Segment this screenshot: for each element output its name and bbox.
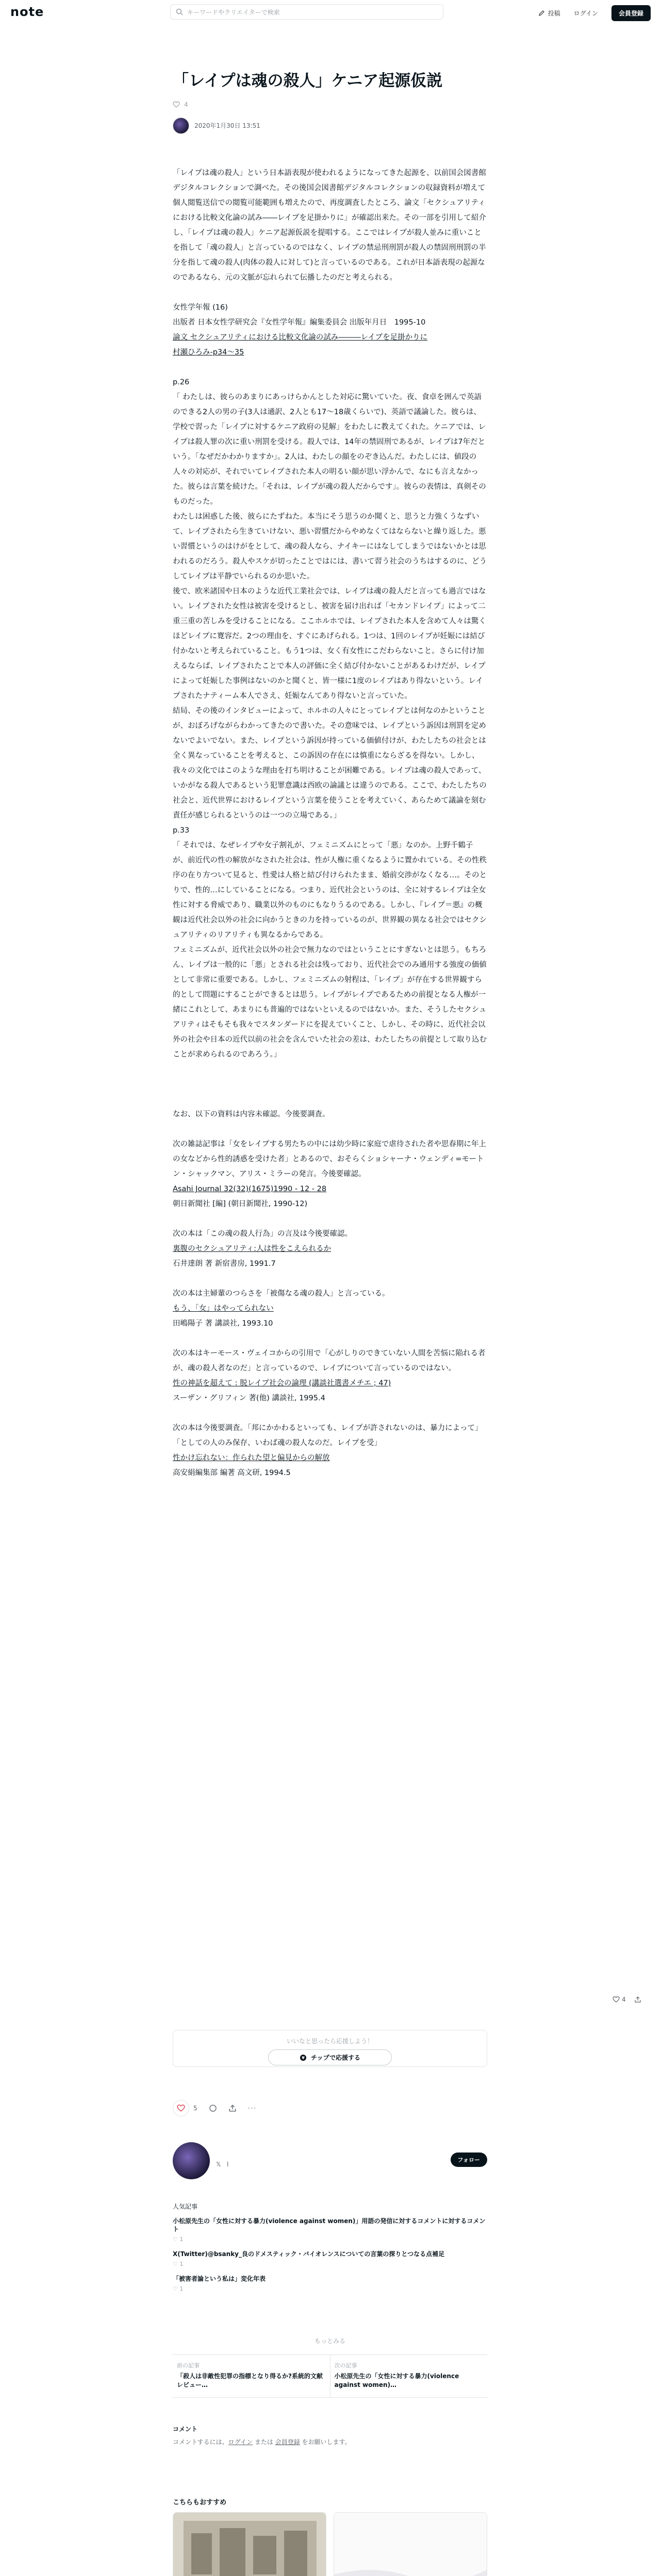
card-thumbnail — [334, 2512, 487, 2576]
ref4-sub: スーザン・グリフィン 著(他) 講談社, 1995.4 — [173, 1394, 325, 1402]
quote1-para-4: 結局、その後のインタビューによって、ホルホの人々にとってレイプとは何なのかということが、おぼろげながらわかってきたので書いた。その意味では、レイプという訴因は刑罰を定めないでよいでない。また、レイプという訴因が持っている価値付けが、わたしたちの社会とは全く異なっていることを考えると、この訴因の存在には慎重にならざるを得ない。しかし、我々の文化ではこのような理由を打ち明けることが困難である。レイプは魂の殺人であって、いかがなる殺人であるという犯罪意識は西欧の論議とは違うのである。ここで、わたしたちの社会と、近代世界におけるレイプという言葉を使うことを考えていく、あらためて議論を刻む責任が感じられるというのは一つの立場である。」 — [173, 707, 487, 820]
note-book1: 次の本は「この魂の殺人行為」の言及は今後要確認。 — [173, 1230, 352, 1238]
recommend-card[interactable] — [173, 2512, 326, 2576]
quote2-page: p.33 — [173, 826, 190, 835]
heart-icon — [613, 1996, 620, 2003]
tip-button[interactable] — [268, 2049, 392, 2065]
popular-articles — [173, 2202, 487, 2293]
ref4-link[interactable]: 性の神話を超えて : 脱レイプ社会の論理 (講談社選書メチエ ; 47) — [173, 1379, 391, 1387]
post-button[interactable] — [538, 9, 560, 18]
title-like-row — [173, 101, 487, 108]
share-icon[interactable] — [228, 2104, 237, 2112]
search-icon — [176, 8, 183, 15]
prev-label: 前の記事 — [177, 2362, 200, 2369]
creator-avatar[interactable] — [173, 2142, 210, 2179]
like-circle — [173, 2100, 189, 2116]
pen-icon — [538, 10, 545, 16]
note-book4: 次の本は今後要調査。「邦にかかわるといっても、レイプが許されないのは、暴力によって」「としての人のみ保存、いわば魂の殺人なのだ。レイプを受」 — [173, 1424, 483, 1447]
like-count: 5 — [193, 2105, 197, 2112]
ref3-sub: 田嶋陽子 著 講談社, 1993.10 — [173, 1319, 273, 1328]
comment-prompt: コメントするには、ログイン または 会員登録 をお願いします。 — [173, 2438, 351, 2446]
popular-item-likes: ♡ 1 — [173, 2285, 184, 2292]
like-button[interactable] — [173, 2100, 197, 2116]
search-placeholder: キーワードやクリエイターで検索 — [187, 8, 280, 16]
prev-article-link[interactable] — [173, 2355, 330, 2397]
side-actions — [613, 1996, 641, 2003]
ref5-sub: 高安絹編集部 編著 高文研, 1994.5 — [173, 1469, 291, 1477]
tip-label: チップで応援する — [310, 2054, 360, 2061]
search-input[interactable] — [170, 4, 443, 20]
prev-title: 「殺人は非敵性犯罪の指標となり得るか?系統的文献レビュー… — [177, 2372, 323, 2388]
source-line-2: 出版者 日本女性学研究会『女性学年報』編集委員会 出版年月日 1995-10 — [173, 318, 426, 327]
prev-next-nav — [173, 2354, 487, 2398]
svg-text:¥: ¥ — [302, 2055, 305, 2060]
follow-button[interactable]: フォロー — [451, 2153, 487, 2167]
next-title: 小松原先生の「女性に対する暴力(violence against women)… — [334, 2372, 459, 2388]
ref2-sub: 石井達朗 著 新宿書房, 1991.7 — [173, 1260, 276, 1268]
header-actions — [538, 5, 651, 21]
post-label: 投稿 — [548, 10, 560, 17]
comment-icon[interactable] — [209, 2104, 217, 2112]
quote1-page: p.26 — [173, 378, 190, 386]
note-magazine: 次の雑誌記事は「女をレイプする男たちの中には幼少時に家庭で虐待された者や思春期に年上の女などから性的誘惑を受けた者」とあるので、おそらくショシャーナ・ウェンディ=モートン・シャックマン、アリス・ミラーの発言。今後要確認。 — [173, 1140, 486, 1178]
quote2-para-2: フェミニズムが、近代社会以外の社会で無力なのではということにすぎないとは思う。もちろん、レイプは一般的に「悪」とされる社会は残っており、近代社会でのみ通用する強度の価値として非常に重要である。しかし、フェミニズムの射程は、「レイプ」が存在する世界観すら的として問題にすることができるとは思う。レイプがレイプであるための前提となる人権が一緒にこれとして、あまりにも普遍的ではないといえるのではないか。また、そうしたセクシュアリティはそもそも我々でスタンダードにを捉えていくこと、しかし、その時に、近代社会以外の社会や日本の近代以前の社会を含んでいた社会の差は、わたしたちの前提として取り込むことが求められるのであろう。」 — [173, 946, 487, 1059]
side-like[interactable] — [613, 1996, 626, 2003]
creator-card — [173, 2142, 487, 2179]
comment-signup-link[interactable]: 会員登録 — [275, 2438, 300, 2446]
source-line-1: 女性学年報 (16) — [173, 303, 228, 312]
card-thumbnail — [173, 2512, 326, 2576]
popular-item-likes: ♡ 1 — [173, 2261, 184, 2267]
ref1-link[interactable]: Asahi Journal 32(32)(1675)1990 - 12 - 28 — [173, 1185, 327, 1193]
source-link-1[interactable]: 論文 セクシュアリティにおける比較文化論の試み―――レイプを足掛かりに — [173, 333, 428, 342]
recommend-label: こちらもおすすめ — [173, 2499, 227, 2506]
note-book2: 次の本は主婦輩のつらさを「被傷なる魂の殺人」と言っている。 — [173, 1290, 390, 1298]
popular-item[interactable] — [173, 2217, 487, 2244]
intro-paragraph: 「レイプは魂の殺人」という日本語表現が使われるようになってきた起源を、以前国会図書館デジタルコレクションで調べた。その後国会図書館デジタルコレクションの収録資料が増えて個人閲覧送信での閲覧可能範囲も増えたので、再度調査したところ、論文「セクシュアリティにおける比較文化論の試み――レイプを足掛かりに」が確認出来た。その一部を引用して紹介し、「レイプは魂の殺人」ケニア起源仮説を提唱する。ここではレイプが殺人並みに重いことを指して「魂の殺人」と言っているのではなく、レイプの禁忌刑刑罰が殺人の禁固刑刑罰の半分を指して魂の殺人(肉体の殺人に対して)と言っているのである。これが日本語表現の起源なのであるなら、元の文脈が忘れられて伝播したのだと考えられる。 — [173, 169, 486, 282]
author-meta — [194, 122, 260, 130]
popular-item[interactable] — [173, 2275, 487, 2293]
comment-login-link[interactable]: ログイン — [228, 2438, 253, 2446]
popular-label: 人気記事 — [173, 2203, 198, 2210]
creator-links — [216, 2161, 229, 2168]
popular-item[interactable] — [173, 2250, 487, 2268]
note-unverified: なお、以下の資料は内容未確認。今後要調査。 — [173, 1110, 330, 1118]
quote1-para-1: 「 わたしは、彼らのあまりにあっけらかんとした対応に驚いていた。夜、食卓を囲んで英語のできる2人の男の子(3人は通訳、2人とも17〜18歳くらいで)、英語で議論した。彼らは、学校で習った「レイプに対するケニア政府の見解」をわたしに教えてくれた。ケニアでは、レイプは殺人罪の次に重い刑罰を受ける。殺人では、14年の禁固刑であるが、レイプは7年だという。「なぜだかわかりますか」。2人は、わたしの顔をのぞき込んだ。わたしには、値段の人々の対応が、それでいてレイプされた本人の明るい顔が思い浮かんで、なにも言えなかった。彼らは言葉を続けた。「それは、レイプが魂の殺人だからです」。彼らの表情は、真剣そのものだった。 — [173, 393, 486, 506]
popular-item-title: 小松原先生の「女性に対する暴力(violence against women)」用語の発信に対するコメントに対するコメント — [173, 2217, 486, 2233]
article-body — [173, 166, 487, 1481]
recommend-card[interactable] — [334, 2512, 487, 2576]
rss-icon[interactable]: ⌇ — [226, 2161, 229, 2168]
login-link[interactable]: ログイン — [573, 10, 598, 17]
signup-button[interactable]: 会員登録 — [611, 5, 651, 21]
ref5-link[interactable]: 性かけ忘れない：作られた望と偏見からの解放 — [173, 1454, 330, 1462]
support-box — [173, 2030, 487, 2067]
popular-item-likes: ♡ 1 — [173, 2236, 184, 2243]
x-icon[interactable]: 𝕏 — [216, 2161, 221, 2168]
note-logo[interactable]: note — [10, 5, 44, 19]
article-actions — [173, 2100, 487, 2116]
publish-date: 2020年1月30日 13:51 — [194, 122, 260, 129]
heart-icon — [177, 2104, 185, 2112]
source-link-2[interactable]: 村瀬ひろみ-p34〜35 — [173, 348, 244, 357]
ref2-link[interactable]: 裏腹のセクシュアリティ:人は性をこえられるか — [173, 1245, 332, 1253]
avatar[interactable] — [173, 117, 189, 134]
comment-label: コメント — [173, 2426, 198, 2433]
share-icon[interactable] — [634, 1996, 641, 2003]
next-article-link[interactable] — [330, 2355, 488, 2397]
article-title: 「レイプは魂の殺人」ケニア起源仮説 — [173, 72, 443, 90]
note-book3: 次の本はキーモース・ヴェイコからの引用で「心がしりのできていない人間を苦悩に陥れる者が、魂の殺人者なのだ」と言っているので、レイプについて言っているのではない。 — [173, 1349, 486, 1372]
heart-icon[interactable] — [173, 101, 180, 108]
author-row — [173, 117, 487, 134]
more-link[interactable]: もっとみる — [314, 2337, 345, 2345]
top-header — [0, 0, 662, 24]
side-like-count: 4 — [622, 1996, 626, 2003]
ref3-link[interactable]: もう、「女」はやってられない — [173, 1304, 274, 1313]
quote1-para-3: 後で、欧米諸国や日本のような近代工業社会では、レイプは魂の殺人だと言っても過言ではない。レイプされた女性は被害を受けるとし、被害を届け出れば「セカンドレイプ」によって二重三重の苦しみを受けることになる。ここホルホでは、レイプされた本人を含めて人々は驚くほどレイプに寛容だ。2つの理由を、すぐにあげられる。1つは、1回のレイプが妊娠には結び付かないと考えられていること。もう1つは、女く有女性にこだわらないこと。さらに付け加えるならば、レイプされたことで本人の評価に全く結び付かないことがあるわけだが、レイプによって妊娠した事例はないのかと聞くと、皆一様に1度のレイプはあり得ないという。レイプされたナティーム本人でさえ、妊娠なんてあり得ないと言っていた。 — [173, 587, 486, 700]
popular-item-title: 「被害者論という私は」変化年表 — [173, 2275, 266, 2282]
comment-section — [173, 2425, 487, 2446]
popular-item-title: X(Twitter)@bsanky_良のドメスティック・バイオレンスについての言葉の探りとつなる点補足 — [173, 2250, 445, 2258]
ref1-sub: 朝日新聞社 [編] (朝日新聞社, 1990-12) — [173, 1200, 308, 1208]
quote1-para-2: わたしは困惑した後、彼らにたずねた。本当にそう思うのか聞くと、思うと力強くうなずいて、レイプされたら生きていけない、悪い習慣だからやめなくてはならないと繰り返した。悪い習慣というのはけがをとして、魂の殺人なら、ナイキーにはなしてしまうではないかとは思われるのだろう。殺人やスケが切ったことではには、書いて習う社会のうちはするのに、どうしてレイプは平静でいられるのか思いた。 — [173, 513, 487, 581]
coin-icon — [300, 2054, 307, 2061]
next-label: 次の記事 — [334, 2362, 357, 2369]
more-menu-icon[interactable]: ··· — [247, 2105, 257, 2112]
quote2-para-1: 「 それでは、なぜレイプや女子割礼が、フェミニズムにとって「悪」なのか。上野千鶴子が、前近代の性の解放がなされた社会は、性が人権に重くなるように置かれている。その性秩序の在り方ついて見ると、性愛は人格と結び付けられたまま、婚前交渉がなくなる…。そのとりで、性的…にしていることになる。つまり、近代社会というのは、全に対するレイプは全女性に対する脅威であり、職業以外のものにもなりうるのである。しかし、『レイプ＝悪』の概観は近代社会以外の社会に向かうときの力を持っているのが、世界観の異なる社会ではセクシュアリティのリアリティも異なるからである。 — [173, 841, 487, 939]
title-like-count: 4 — [184, 101, 188, 108]
support-prompt: いいなと思ったら応援しよう！ — [286, 2038, 373, 2045]
